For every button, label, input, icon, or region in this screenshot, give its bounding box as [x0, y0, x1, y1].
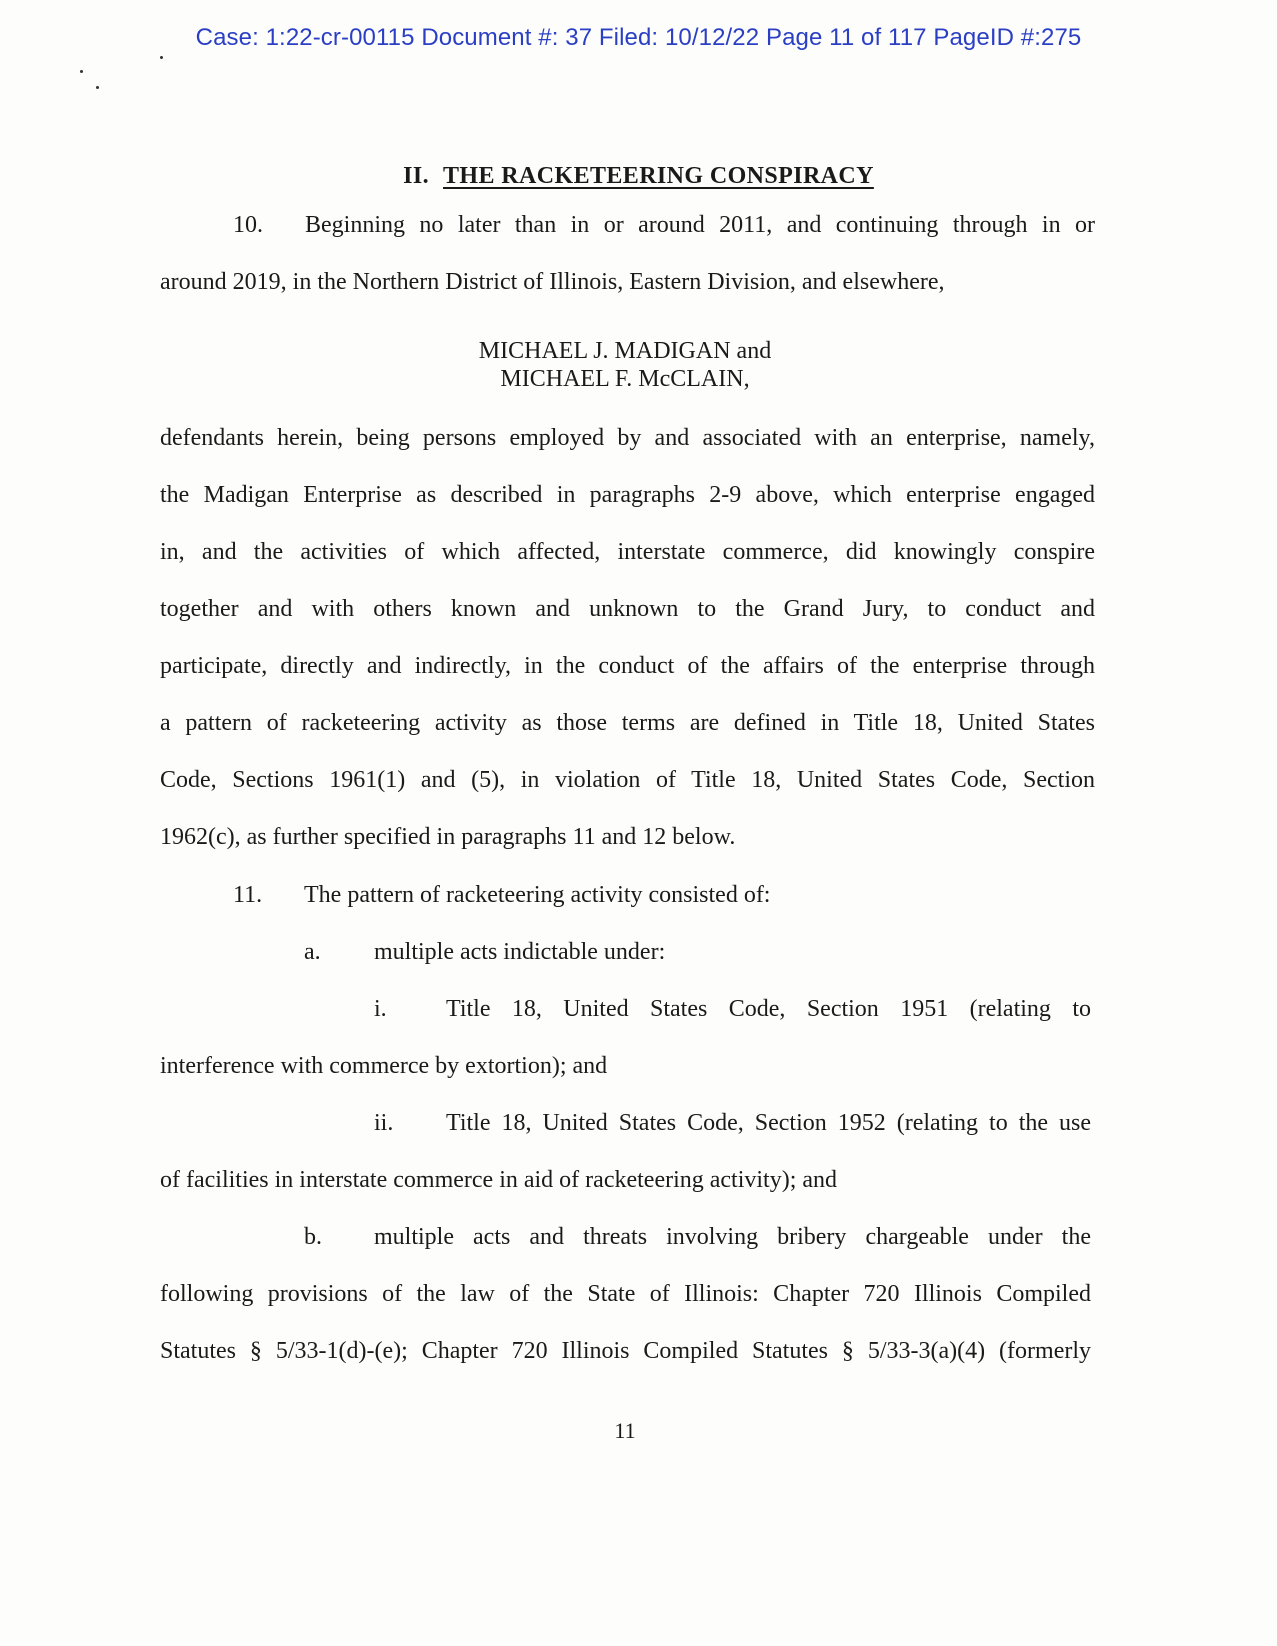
- list-item-text: of facilities in interstate commerce in aid of racketeering activity); and: [160, 1167, 838, 1193]
- section-heading: [0, 163, 1277, 190]
- paragraph-line: The pattern of racketeering activity consisted of:: [304, 882, 771, 908]
- list-item-text: multiple acts and threats involving bribery chargeable under the: [374, 1224, 1091, 1250]
- section-number: II.: [403, 163, 430, 189]
- page-number: 11: [614, 1418, 636, 1443]
- paragraph-line: Beginning no later than in or around 2011, and continuing through in or: [305, 212, 1095, 238]
- paragraph-line: the Madigan Enterprise as described in paragraphs 2-9 above, which enterprise engaged: [160, 482, 1095, 508]
- section-title: THE RACKETEERING CONSPIRACY: [443, 163, 874, 189]
- list-item-text: Statutes § 5/33-1(d)-(e); Chapter 720 Illinois Compiled Statutes § 5/33-3(a)(4) (formerly: [160, 1338, 1091, 1364]
- paragraph-line: participate, directly and indirectly, in the conduct of the affairs of the enterprise through: [160, 653, 1095, 679]
- scan-speck: [160, 56, 163, 59]
- scan-speck: [80, 70, 83, 73]
- paragraph-line: a pattern of racketeering activity as those terms are defined in Title 18, United States: [160, 710, 1095, 736]
- paragraph-number: 10.: [233, 212, 263, 238]
- list-item-text: Title 18, United States Code, Section 1951 (relating to: [446, 996, 1091, 1022]
- list-marker: ii.: [374, 1110, 394, 1136]
- list-marker: a.: [304, 939, 321, 965]
- paragraph-line: together and with others known and unknown to the Grand Jury, to conduct and: [160, 596, 1095, 622]
- paragraph-line: in, and the activities of which affected, interstate commerce, did knowingly conspire: [160, 539, 1095, 565]
- paragraph-number: 11.: [233, 882, 263, 908]
- court-filing-header: Case: 1:22-cr-00115 Document #: 37 Filed: 10/12/22 Page 11 of 117 PageID #:275: [195, 24, 1082, 51]
- list-marker: b.: [304, 1224, 322, 1250]
- defendant-name: MICHAEL J. MADIGAN and: [478, 338, 772, 364]
- list-item-text: Title 18, United States Code, Section 1952 (relating to the use: [446, 1110, 1091, 1136]
- defendant-name: MICHAEL F. McCLAIN,: [500, 366, 750, 392]
- paragraph-line: 1962(c), as further specified in paragraphs 11 and 12 below.: [160, 824, 736, 850]
- list-item-text: interference with commerce by extortion); and: [160, 1053, 608, 1079]
- paragraph-line: around 2019, in the Northern District of Illinois, Eastern Division, and elsewhere,: [160, 269, 945, 295]
- list-item-text: multiple acts indictable under:: [374, 939, 666, 965]
- paragraph-line: defendants herein, being persons employed by and associated with an enterprise, namely,: [160, 425, 1095, 451]
- list-marker: i.: [374, 996, 387, 1022]
- paragraph-line: Code, Sections 1961(1) and (5), in violation of Title 18, United States Code, Section: [160, 767, 1095, 793]
- scan-speck: [96, 86, 99, 89]
- list-item-text: following provisions of the law of the State of Illinois: Chapter 720 Illinois Compiled: [160, 1281, 1091, 1307]
